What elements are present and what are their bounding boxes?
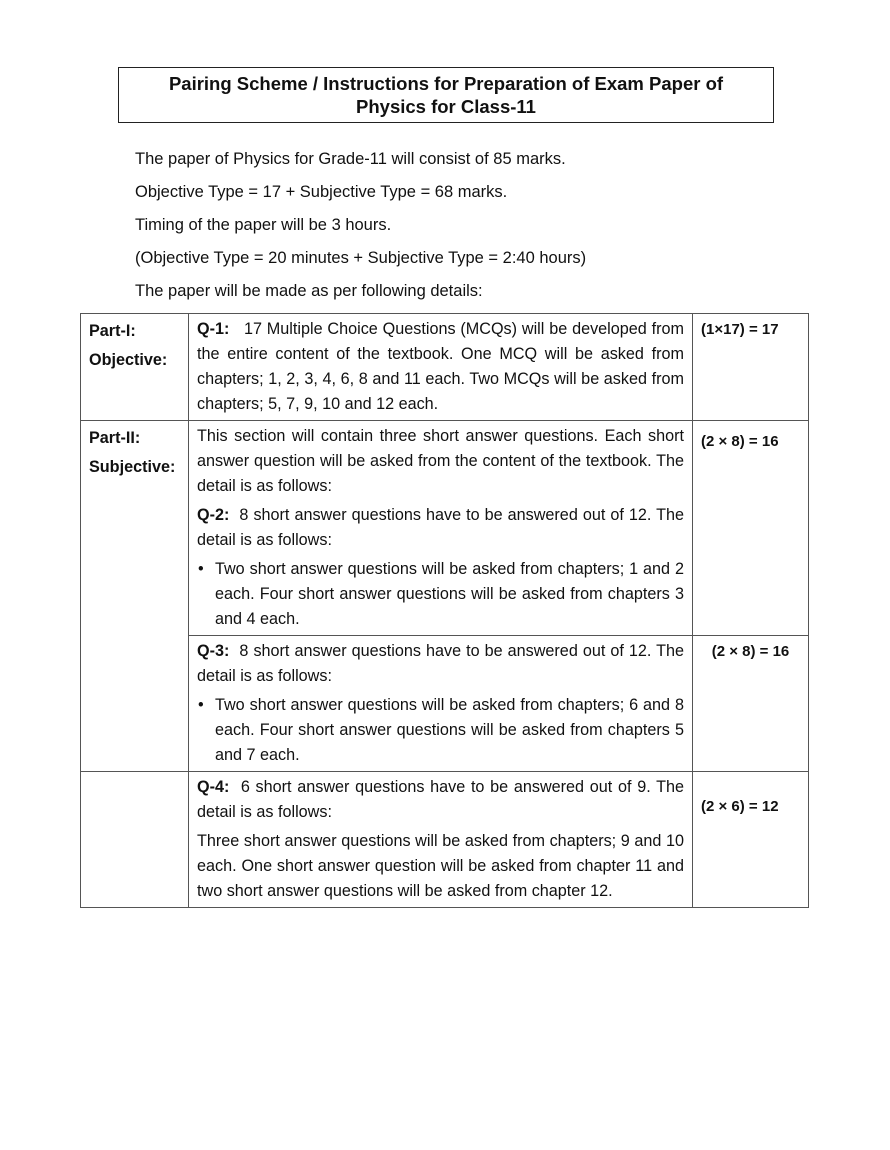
part1-label: Part-I: <box>89 322 136 340</box>
title-line-1: Pairing Scheme / Instructions for Preparation of Exam Paper of <box>168 73 724 94</box>
q3-text: 8 short answer questions have to be answered out of 12. The detail is as follows: <box>197 642 685 685</box>
intro-total-marks: The paper of Physics for Grade-11 will consist of 85 marks. <box>135 150 566 168</box>
table-row-q4 <box>81 772 809 908</box>
q2-description <box>189 421 693 636</box>
page-title <box>118 67 774 123</box>
scheme-table <box>80 313 809 908</box>
q4-detail: Three short answer questions will be asked from chapters; 9 and 10 each. One short answer question will be asked from chapter 11 and two short answer questions will be asked from chapter 12. <box>197 832 684 900</box>
q2-bullet: • Two short answer questions will be asked from chapters; 1 and 2 each. Four short answer questions will be asked from chapters 3 and 4 each. <box>215 557 684 632</box>
intro-marks-split: Objective Type = 17 + Subjective Type = 68 marks. <box>135 183 508 201</box>
q1-label: Q-1: <box>197 320 230 338</box>
q2-bullet-list <box>197 557 684 632</box>
part2-label-cell <box>81 421 189 772</box>
table-row-q2 <box>81 421 809 636</box>
q2-text: 8 short answer questions have to be answered out of 12. The detail is as follows: <box>197 506 685 549</box>
q3-bullet: • Two short answer questions will be asked from chapters; 6 and 8 each. Four short answer questions will be asked from chapters 5 and 7 each. <box>215 693 684 768</box>
q3-bullet-list <box>197 693 684 768</box>
q1-text: 17 Multiple Choice Questions (MCQs) will be developed from the entire content of the textbook. One MCQ will be asked from chapters; 1, 2, 3, 4, 6, 8 and 11 each. Two MCQs will be asked from chapters; 5, 7, 9, 10 and 12 each. <box>197 320 684 413</box>
q4-text: 6 short answer questions have to be answered out of 9. The detail is as follows: <box>197 778 685 821</box>
table-row-q1 <box>81 314 809 421</box>
table-row-q3 <box>81 636 809 772</box>
q2-label: Q-2: <box>197 506 230 524</box>
part2-intro: This section will contain three short answer questions. Each short answer question will be asked from the content of the textbook. The detail is as follows: <box>197 427 684 495</box>
q1-description <box>189 314 693 421</box>
intro-timing-split: (Objective Type = 20 minutes + Subjective Type = 2:40 hours) <box>135 249 587 267</box>
q1-marks: (1×17) = 17 <box>693 314 809 421</box>
q4-empty-cell <box>81 772 189 908</box>
q3-marks: (2 × 8) = 16 <box>693 636 809 772</box>
part2-label: Part-II: <box>89 429 141 447</box>
part1-label-cell <box>81 314 189 421</box>
q4-marks: (2 × 6) = 12 <box>693 772 809 908</box>
q4-label: Q-4: <box>197 778 230 796</box>
intro-details-lead: The paper will be made as per following details: <box>135 282 483 300</box>
intro-timing: Timing of the paper will be 3 hours. <box>135 216 392 234</box>
part1-type: Objective: <box>89 351 168 369</box>
q2-marks: (2 × 8) = 16 <box>693 421 809 636</box>
intro-section <box>135 147 775 312</box>
q3-label: Q-3: <box>197 642 230 660</box>
title-line-2: Physics for Class-11 <box>356 96 536 117</box>
part2-type: Subjective: <box>89 458 176 476</box>
q4-description <box>189 772 693 908</box>
q3-description <box>189 636 693 772</box>
